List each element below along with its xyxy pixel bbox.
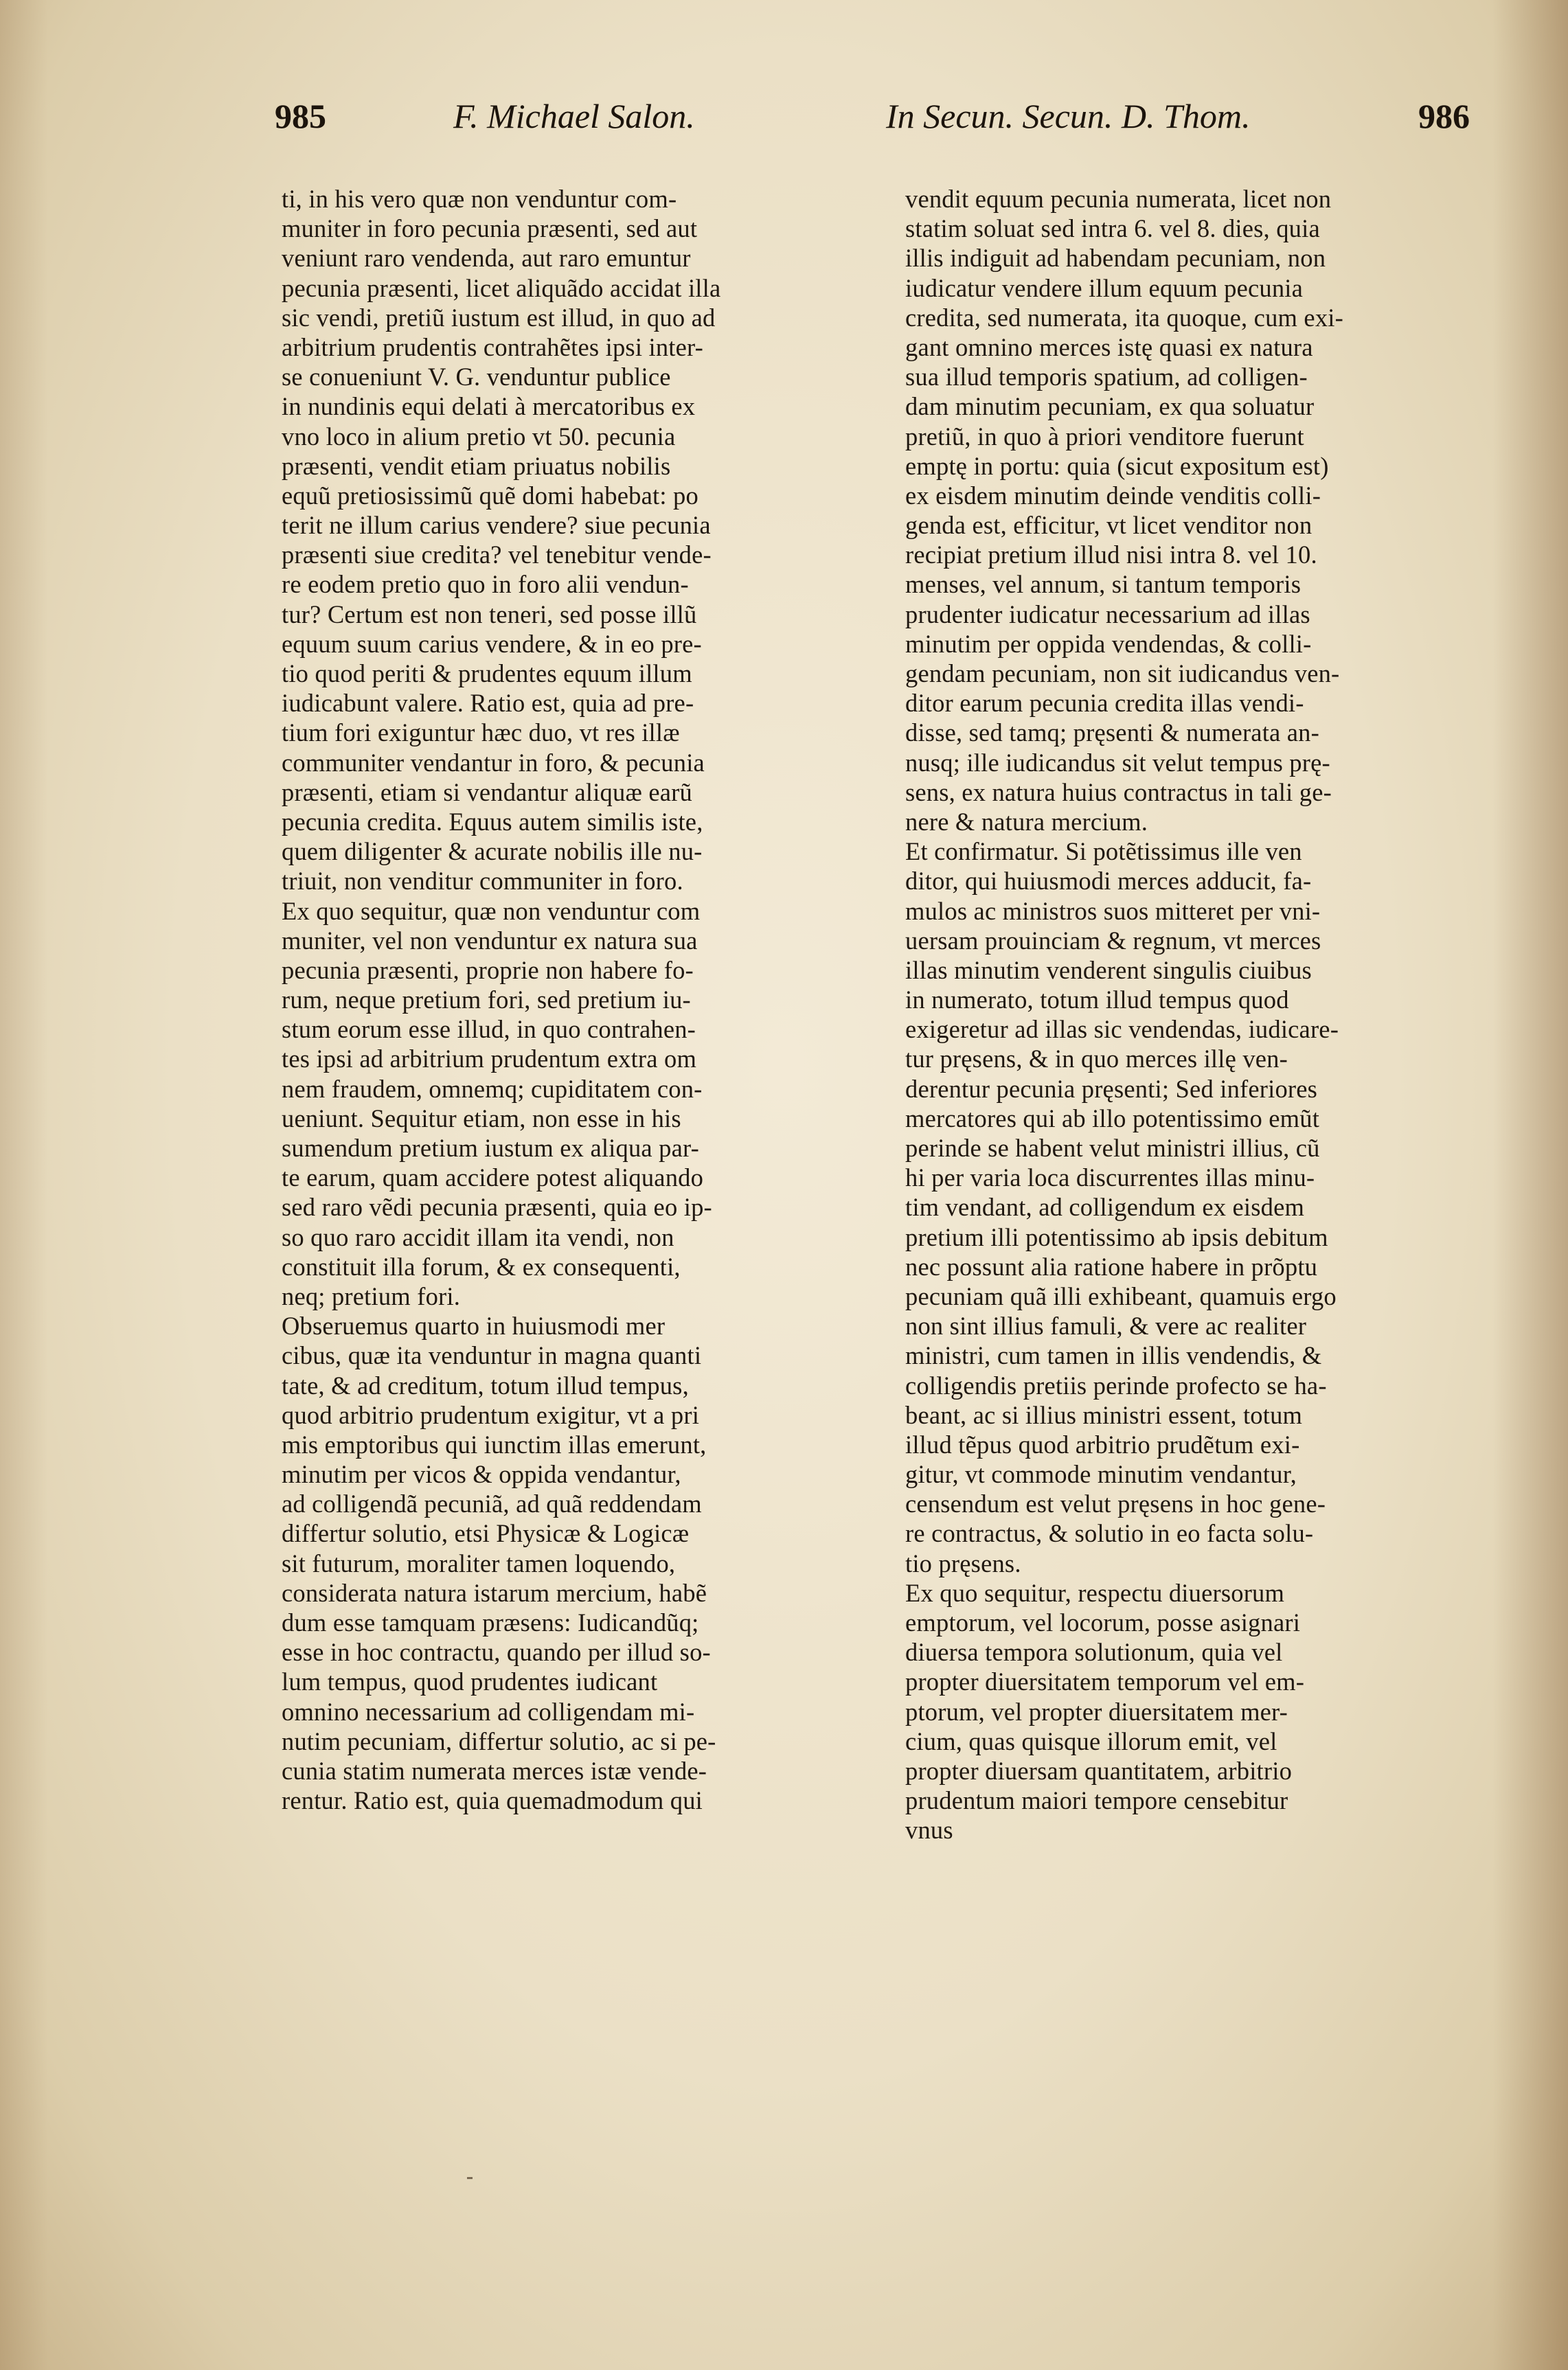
text-line: censendum est velut pręsens in hoc gene-	[905, 1490, 1326, 1518]
text-line: perinde se habent velut ministri illius, cũ	[905, 1134, 1320, 1162]
text-column-left	[282, 184, 859, 1815]
text-line: quod arbitrio prudentum exigitur, vt a pri	[282, 1400, 700, 1429]
text-line: prudentum maiori tempore censebitur	[905, 1786, 1288, 1815]
text-line: ministri, cum tamen in illis vendendis, &	[905, 1341, 1322, 1370]
text-line: mercatores qui ab illo potentissimo emũt	[905, 1104, 1320, 1132]
text-line: lum tempus, quod prudentes iudicant	[282, 1667, 658, 1696]
text-line: minutim per vicos & oppida vendantur,	[282, 1460, 681, 1489]
text-line: differtur solutio, etsi Physicæ & Logicæ	[282, 1519, 690, 1548]
text-line: illas minutim venderent singulis ciuibus	[905, 955, 1312, 984]
text-line: mulos ac ministros suos mitteret per vni-	[905, 896, 1321, 925]
text-line: gant omnino merces istę quasi ex natura	[905, 332, 1313, 361]
text-line: tur pręsens, & in quo merces illę ven-	[905, 1045, 1288, 1073]
text-line: re contractus, & solutio in eo facta solu-	[905, 1519, 1314, 1548]
text-line: gendam pecuniam, non sit iudicandus ven-	[905, 659, 1340, 687]
text-line: credita, sed numerata, ita quoque, cum exi-	[905, 303, 1343, 332]
text-line: communiter vendantur in foro, & pecunia	[282, 748, 705, 777]
text-line: disse, sed tamq; pręsenti & numerata an-	[905, 718, 1319, 747]
text-line: Obseruemus quarto in huiusmodi mer	[282, 1312, 666, 1341]
text-line: tes ipsi ad arbitrium prudentum extra om	[282, 1045, 697, 1073]
text-line: omnino necessarium ad colligendam mi-	[282, 1697, 695, 1726]
text-line: sit futurum, moraliter tamen loquendo,	[282, 1549, 676, 1577]
text-line: neq; pretium fori.	[282, 1281, 461, 1310]
text-line: quem diligenter & acurate nobilis ille nu-	[282, 837, 703, 866]
text-line: diuersa tempora solutionum, quia vel	[905, 1638, 1283, 1667]
text-line: iudicabunt valere. Ratio est, quia ad pre-	[282, 689, 694, 718]
text-line: vnus	[905, 1816, 953, 1845]
text-line: ditor, qui huiusmodi merces adducit, fa-	[905, 867, 1312, 896]
text-line: præsenti siue credita? vel tenebitur vende-	[282, 540, 712, 569]
text-line: Ex quo sequitur, respectu diuersorum	[905, 1578, 1285, 1607]
text-line: tate, & ad creditum, totum illud tempus,	[282, 1371, 689, 1400]
text-line: stum eorum esse illud, in quo contrahen-	[282, 1015, 696, 1044]
text-line: pecunia præsenti, licet aliquãdo accidat illa	[282, 273, 721, 302]
text-line: minutim per oppida vendendas, & colli-	[905, 629, 1312, 658]
text-line: vendit equum pecunia numerata, licet non	[905, 185, 1332, 213]
text-line: illud tẽpus quod arbitrio prudẽtum exi-	[905, 1430, 1300, 1459]
text-line: ueniunt. Sequitur etiam, non esse in his	[282, 1104, 681, 1132]
ink-mark	[467, 2177, 473, 2179]
text-line: rentur. Ratio est, quia quemadmodum qui	[282, 1786, 703, 1815]
text-line: Ex quo sequitur, quæ non venduntur com	[282, 896, 701, 925]
text-line: ti, in his vero quæ non venduntur com-	[282, 185, 677, 213]
text-line: cibus, quæ ita venduntur in magna quanti	[282, 1341, 702, 1370]
text-line: esse in hoc contractu, quando per illud so-	[282, 1638, 711, 1667]
text-line: præsenti, etiam si vendantur aliquæ earũ	[282, 777, 692, 806]
text-line: tur? Certum est non teneri, sed posse illũ	[282, 600, 697, 628]
text-line: so quo raro accidit illam ita vendi, non	[282, 1222, 674, 1251]
text-line: Et confirmatur. Si potẽtissimus ille ven	[905, 837, 1302, 866]
text-line: ad colligendã pecuniã, ad quã reddendam	[282, 1490, 702, 1518]
running-header	[275, 96, 1490, 151]
text-line: ex eisdem minutim deinde venditis colli-	[905, 481, 1321, 510]
text-line: tium fori exiguntur hæc duo, vt res illæ	[282, 718, 680, 747]
text-line: sens, ex natura huius contractus in tali ge-	[905, 777, 1332, 806]
text-line: pecunia præsenti, proprie non habere fo-	[282, 955, 694, 984]
text-line: recipiat pretium illud nisi intra 8. vel 10.	[905, 540, 1317, 569]
text-line: tio pręsens.	[905, 1549, 1021, 1577]
text-line: equum suum carius vendere, & in eo pre-	[282, 629, 702, 658]
text-line: te earum, quam accidere potest aliquando	[282, 1163, 704, 1192]
text-line: triuit, non venditur communiter in foro.	[282, 867, 683, 896]
text-line: sua illud temporis spatium, ad colligen-	[905, 363, 1308, 391]
text-line: cium, quas quisque illorum emit, vel	[905, 1727, 1277, 1755]
text-line: derentur pecunia pręsenti; Sed inferiores	[905, 1074, 1318, 1103]
text-line: dam minutim pecuniam, ex qua soluatur	[905, 392, 1315, 421]
text-line: nusq; ille iudicandus sit velut tempus prę-	[905, 748, 1330, 777]
text-line: dum esse tamquam præsens: Iudicandũq;	[282, 1608, 699, 1637]
text-line: nere & natura mercium.	[905, 807, 1148, 836]
text-line: considerata natura istarum mercium, habẽ	[282, 1578, 707, 1607]
text-line: sic vendi, pretiũ iustum est illud, in quo ad	[282, 303, 716, 332]
text-line: menses, vel annum, si tantum temporis	[905, 570, 1302, 599]
text-line: propter diuersitatem temporum vel em-	[905, 1667, 1305, 1696]
text-line: ditor earum pecunia credita illas vendi-	[905, 689, 1304, 718]
text-line: terit ne illum carius vendere? siue pecunia	[282, 511, 711, 540]
text-line: in nundinis equi delati à mercatoribus ex	[282, 392, 696, 421]
text-line: nem fraudem, omnemq; cupiditatem con-	[282, 1074, 703, 1103]
text-line: vno loco in alium pretio vt 50. pecunia	[282, 422, 676, 451]
text-line: emptę in portu: quia (sicut expositum est)	[905, 451, 1329, 480]
page-number-right: 986	[1418, 97, 1470, 135]
text-line: equũ pretiosissimũ quẽ domi habebat: po	[282, 481, 698, 510]
text-line: beant, ac si illius ministri essent, totum	[905, 1400, 1303, 1429]
text-line: mis emptoribus qui iunctim illas emerunt,	[282, 1430, 707, 1459]
text-line: non sint illius famuli, & vere ac realiter	[905, 1312, 1307, 1341]
text-line: nec possunt alia ratione habere in prõptu	[905, 1252, 1318, 1281]
page-number-left: 985	[275, 97, 326, 135]
text-line: veniunt raro vendenda, aut raro emuntur	[282, 244, 691, 273]
text-line: muniter in foro pecunia præsenti, sed aut	[282, 214, 698, 243]
text-line: hi per varia loca discurrentes illas minu-	[905, 1163, 1315, 1192]
text-line: pretiũ, in quo à priori venditore fuerunt	[905, 422, 1304, 451]
text-line: propter diuersam quantitatem, arbitrio	[905, 1756, 1293, 1785]
text-line: pecuniam quã illi exhibeant, quamuis ergo	[905, 1281, 1337, 1310]
text-line: pecunia credita. Equus autem similis iste,	[282, 807, 703, 836]
text-line: uersam prouinciam & regnum, vt merces	[905, 926, 1321, 955]
text-line: arbitrium prudentis contrahẽtes ipsi inter-	[282, 332, 704, 361]
text-line: iudicatur vendere illum equum pecunia	[905, 273, 1304, 302]
text-line: tio quod periti & prudentes equum illum	[282, 659, 692, 687]
text-line: prudenter iudicatur necessarium ad illas	[905, 600, 1310, 628]
text-line: sed raro vẽdi pecunia præsenti, quia eo ip-	[282, 1193, 712, 1222]
text-line: statim soluat sed intra 6. vel 8. dies, quia	[905, 214, 1320, 243]
text-line: gitur, vt commode minutim vendantur,	[905, 1460, 1297, 1489]
text-line: præsenti, vendit etiam priuatus nobilis	[282, 451, 671, 480]
text-line: nutim pecuniam, differtur solutio, ac si pe-	[282, 1727, 716, 1755]
text-line: emptorum, vel locorum, posse asignari	[905, 1608, 1301, 1637]
page-edge-shadow-right	[1492, 0, 1568, 2370]
text-line: muniter, vel non venduntur ex natura sua	[282, 926, 698, 955]
text-line: cunia statim numerata merces istæ vende-	[282, 1756, 707, 1785]
text-line: ptorum, vel propter diuersitatem mer-	[905, 1697, 1288, 1726]
text-line: in numerato, totum illud tempus quod	[905, 985, 1289, 1014]
text-line: exigeretur ad illas sic vendendas, iudicare-	[905, 1015, 1339, 1044]
page-edge-shadow-left	[0, 0, 48, 2370]
text-line: pretium illi potentissimo ab ipsis debitum	[905, 1222, 1328, 1251]
text-line: constituit illa forum, & ex consequenti,	[282, 1252, 681, 1281]
text-line: sumendum pretium iustum ex aliqua par-	[282, 1134, 699, 1162]
text-line: rum, neque pretium fori, sed pretium iu-	[282, 985, 691, 1014]
text-line: tim vendant, ad colligendum ex eisdem	[905, 1193, 1305, 1222]
text-line: re eodem pretio quo in foro alii vendun-	[282, 570, 689, 599]
text-column-right	[905, 184, 1496, 1845]
running-head-author: F. Michael Salon.	[453, 97, 695, 135]
text-line: colligendis pretiis perinde profecto se ha-	[905, 1371, 1327, 1400]
text-line: genda est, efficitur, vt licet venditor non	[905, 511, 1313, 540]
running-head-title: In Secun. Secun. D. Thom.	[886, 97, 1251, 135]
text-line: illis indiguit ad habendam pecuniam, non	[905, 244, 1326, 273]
text-line: se conueniunt V. G. venduntur publice	[282, 363, 671, 391]
